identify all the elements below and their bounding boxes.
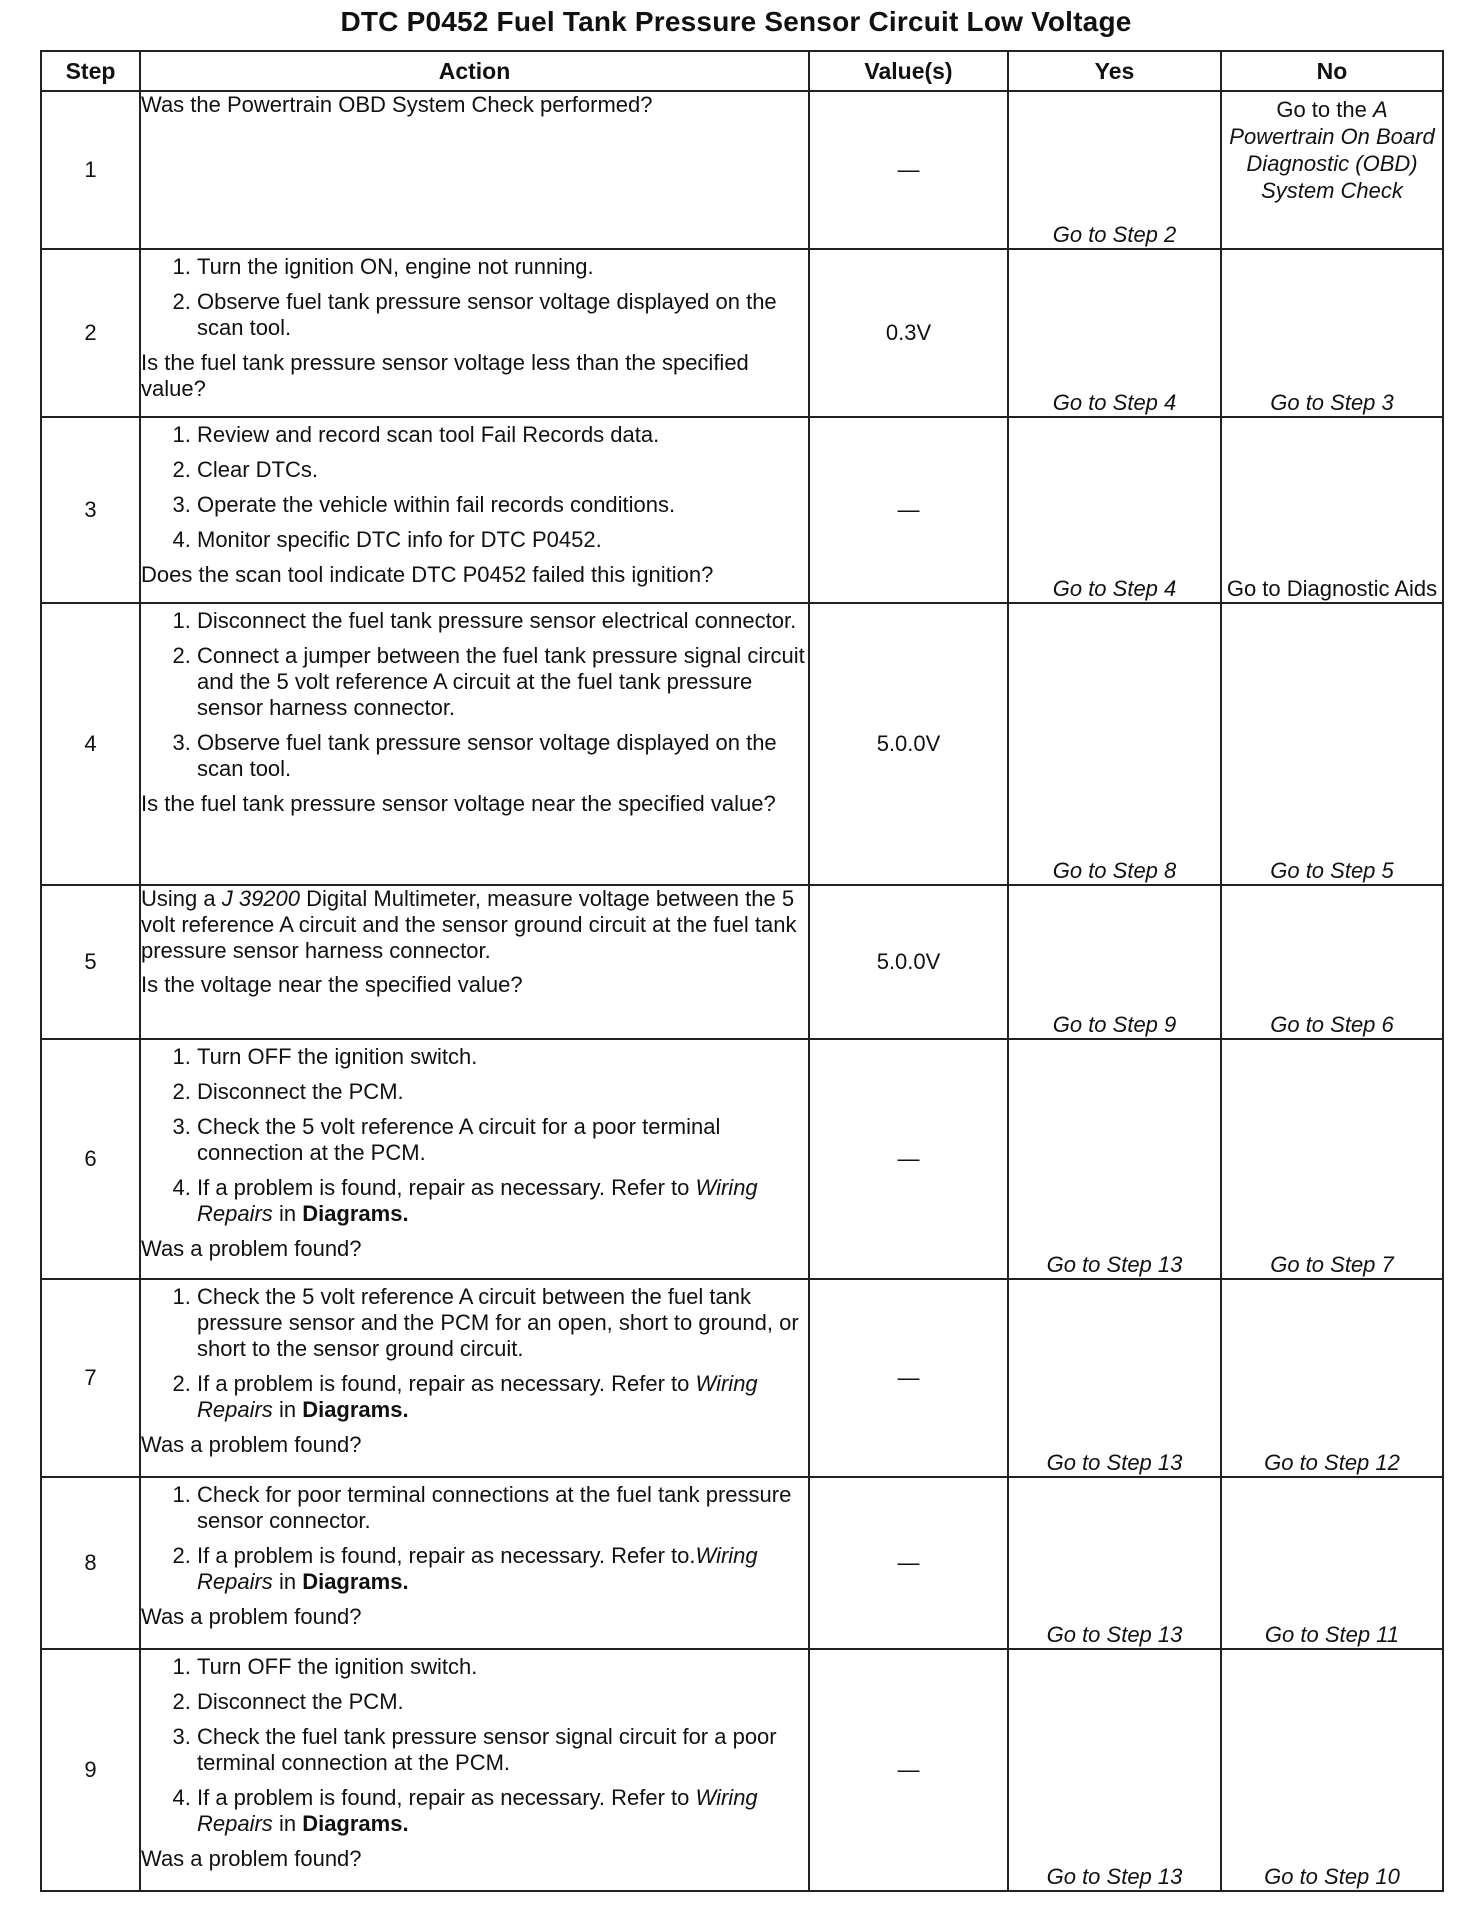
repair-document: Diagrams.	[302, 1569, 409, 1594]
action-steps	[141, 608, 808, 782]
no-cell: Go to Diagnostic Aids	[1221, 417, 1443, 603]
table-row	[41, 1477, 1443, 1649]
yes-cell: Go to Step 13	[1008, 1279, 1221, 1477]
yes-cell: Go to Step 13	[1008, 1039, 1221, 1279]
repair-lead: If a problem is found, repair as necessary. Refer to	[197, 1371, 690, 1396]
repair-document: Diagrams.	[302, 1201, 409, 1226]
repair-lead: If a problem is found, repair as necessary. Refer to	[197, 1785, 690, 1810]
value-cell: —	[809, 1039, 1008, 1279]
action-steps	[141, 422, 808, 553]
table-row	[41, 1039, 1443, 1279]
tool-reference: J 39200	[221, 886, 301, 911]
action-cell	[140, 1477, 809, 1649]
action-step: 3. Check the fuel tank pressure sensor signal circuit for a poor terminal connection at the PCM.	[197, 1724, 808, 1776]
action-cell	[140, 1649, 809, 1891]
yes-cell: Go to Step 2	[1008, 91, 1221, 249]
action-step: 3. Operate the vehicle within fail records conditions.	[197, 492, 808, 518]
action-step: 2. Clear DTCs.	[197, 457, 808, 483]
step-number: 3	[41, 417, 140, 603]
yes-cell: Go to Step 8	[1008, 603, 1221, 885]
step-number: 7	[41, 1279, 140, 1477]
no-cell	[1221, 91, 1443, 249]
action-cell	[140, 885, 809, 1039]
action-question: Was a problem found?	[141, 1604, 362, 1629]
instruction-lead: Using a	[141, 886, 216, 911]
value-cell: —	[809, 1477, 1008, 1649]
action-step: 1. Disconnect the fuel tank pressure sensor electrical connector.	[197, 608, 808, 634]
repair-reference: Wiring Repairs	[197, 1371, 758, 1422]
action-step-repair	[197, 1785, 808, 1837]
action-cell	[140, 603, 809, 885]
value-cell: —	[809, 417, 1008, 603]
action-question: Is the voltage near the specified value?	[141, 972, 523, 997]
table-row	[41, 249, 1443, 417]
header-yes: Yes	[1008, 51, 1221, 91]
yes-cell: Go to Step 13	[1008, 1649, 1221, 1891]
yes-cell: Go to Step 9	[1008, 885, 1221, 1039]
action-step: 2. Observe fuel tank pressure sensor voltage displayed on the scan tool.	[197, 289, 808, 341]
no-reference: A Powertrain On Board Diagnostic (OBD) System Check	[1229, 97, 1435, 203]
action-cell	[140, 417, 809, 603]
value-cell: —	[809, 1649, 1008, 1891]
action-steps	[141, 1284, 808, 1423]
repair-reference: Wiring Repairs	[197, 1785, 758, 1836]
value-cell: 5.0.0V	[809, 603, 1008, 885]
step-number: 5	[41, 885, 140, 1039]
action-step: 1. Turn the ignition ON, engine not running.	[197, 254, 808, 280]
action-cell	[140, 1279, 809, 1477]
table-row	[41, 417, 1443, 603]
action-step-repair	[197, 1543, 808, 1595]
action-step: 2. Connect a jumper between the fuel tank pressure signal circuit and the 5 volt reference A circuit at the fuel tank pressure sensor harness connector.	[197, 643, 808, 721]
no-cell: Go to Step 3	[1221, 249, 1443, 417]
header-values: Value(s)	[809, 51, 1008, 91]
action-step: 4. Monitor specific DTC info for DTC P0452.	[197, 527, 808, 553]
action-question: Was a problem found?	[141, 1432, 362, 1457]
repair-in: in	[278, 1811, 297, 1836]
step-number: 2	[41, 249, 140, 417]
action-question: Was a problem found?	[141, 1236, 362, 1261]
value-cell: 5.0.0V	[809, 885, 1008, 1039]
action-step: 1. Review and record scan tool Fail Records data.	[197, 422, 808, 448]
action-question: Was the Powertrain OBD System Check performed?	[141, 92, 653, 117]
page-title: DTC P0452 Fuel Tank Pressure Sensor Circuit Low Voltage	[340, 6, 1132, 37]
action-step: 2. Disconnect the PCM.	[197, 1079, 808, 1105]
action-step-repair	[197, 1371, 808, 1423]
header-no: No	[1221, 51, 1443, 91]
step-number: 6	[41, 1039, 140, 1279]
value-cell: —	[809, 1279, 1008, 1477]
action-step: 1. Check the 5 volt reference A circuit between the fuel tank pressure sensor and the PCM for an open, short to ground, or short to the sensor ground circuit.	[197, 1284, 808, 1362]
value-cell: 0.3V	[809, 249, 1008, 417]
table-row	[41, 885, 1443, 1039]
action-question: Was a problem found?	[141, 1846, 362, 1871]
no-cell: Go to Step 12	[1221, 1279, 1443, 1477]
action-steps	[141, 1482, 808, 1595]
action-step: 3. Check the 5 volt reference A circuit for a poor terminal connection at the PCM.	[197, 1114, 808, 1166]
header-step: Step	[41, 51, 140, 91]
step-number: 1	[41, 91, 140, 249]
action-question: Is the fuel tank pressure sensor voltage near the specified value?	[141, 791, 776, 816]
no-cell: Go to Step 7	[1221, 1039, 1443, 1279]
action-cell	[140, 249, 809, 417]
table-row	[41, 91, 1443, 249]
step-number: 4	[41, 603, 140, 885]
no-cell: Go to Step 5	[1221, 603, 1443, 885]
action-steps	[141, 254, 808, 341]
value-cell: —	[809, 91, 1008, 249]
yes-cell: Go to Step 13	[1008, 1477, 1221, 1649]
action-steps	[141, 1654, 808, 1837]
table-row	[41, 1649, 1443, 1891]
action-cell	[140, 1039, 809, 1279]
repair-in: in	[278, 1569, 297, 1594]
yes-cell: Go to Step 4	[1008, 249, 1221, 417]
table-row	[41, 603, 1443, 885]
action-question: Is the fuel tank pressure sensor voltage less than the specified value?	[141, 350, 749, 401]
table-row	[41, 1279, 1443, 1477]
header-row	[41, 51, 1443, 91]
action-steps	[141, 1044, 808, 1227]
header-action: Action	[140, 51, 809, 91]
action-cell	[140, 91, 809, 249]
repair-document: Diagrams.	[302, 1397, 409, 1422]
no-cell: Go to Step 6	[1221, 885, 1443, 1039]
no-cell: Go to Step 11	[1221, 1477, 1443, 1649]
step-number: 9	[41, 1649, 140, 1891]
repair-document: Diagrams.	[302, 1811, 409, 1836]
action-step: 1. Turn OFF the ignition switch.	[197, 1044, 808, 1070]
no-cell: Go to Step 10	[1221, 1649, 1443, 1891]
action-question: Does the scan tool indicate DTC P0452 failed this ignition?	[141, 562, 714, 587]
action-step: 3. Observe fuel tank pressure sensor voltage displayed on the scan tool.	[197, 730, 808, 782]
action-step: 2. Disconnect the PCM.	[197, 1689, 808, 1715]
repair-lead: If a problem is found, repair as necessary. Refer to	[197, 1175, 690, 1200]
repair-reference: Wiring Repairs	[197, 1175, 758, 1226]
repair-in: in	[278, 1201, 297, 1226]
action-instruction	[141, 886, 808, 964]
no-prefix: Go to the	[1276, 97, 1367, 122]
diagnostic-table	[40, 50, 1444, 1892]
yes-cell: Go to Step 4	[1008, 417, 1221, 603]
step-number: 8	[41, 1477, 140, 1649]
action-step: 1. Check for poor terminal connections at the fuel tank pressure sensor connector.	[197, 1482, 808, 1534]
repair-reference: Wiring Repairs	[197, 1543, 758, 1594]
instruction-body: Digital Multimeter, measure voltage between the 5 volt reference A circuit and the sensor ground circuit at the fuel tank pressure sensor harness connector.	[141, 886, 797, 963]
action-step-repair	[197, 1175, 808, 1227]
repair-in: in	[278, 1397, 297, 1422]
action-step: 1. Turn OFF the ignition switch.	[197, 1654, 808, 1680]
repair-lead: If a problem is found, repair as necessary. Refer to.	[197, 1543, 696, 1568]
